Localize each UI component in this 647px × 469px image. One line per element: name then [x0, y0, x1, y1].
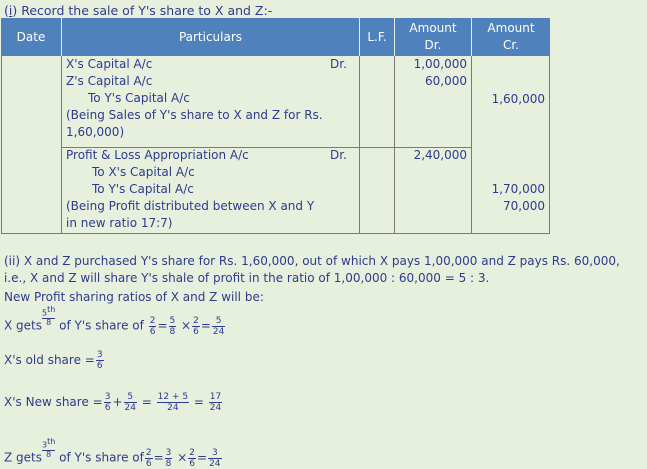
x-gets-frac-1: $\frac{2}{6}$ [149, 315, 156, 337]
journal-table [1, 18, 550, 234]
z-gets-sup-fraction: $\frac{3^{th}}{8}$ [42, 437, 56, 459]
entry1-dr-amount-2: 60,000 [425, 74, 467, 88]
x-new-label: X's New share = [4, 395, 103, 409]
entry2-line-3: To Y's Capital A/c [92, 182, 194, 196]
entry2-line-1: Profit & Loss Appropriation A/c [66, 148, 249, 162]
entry2-dr-mark: Dr. [330, 148, 347, 162]
entry1-cr-amount-1: 1,60,000 [491, 92, 545, 106]
z-gets-frac-2: $\frac{3}{8}$ [165, 447, 172, 469]
x-gets-line: X gets $\frac{5^{th}}{8}$ of Y's share of $\frac{2}{6}$ = $\frac{5}{8}$ × $\frac{2}{6}$ = $\frac{5}{24}$ [4, 305, 225, 337]
z-gets-line: Z gets $\frac{3^{th}}{8}$ of Y's share of $\frac{2}{6}$ = $\frac{3}{8}$ × $\frac{2}{6}$ = $\frac{3}{24}$ [4, 437, 221, 469]
entry2-cr-amount-2: 70,000 [503, 199, 545, 213]
entry1-narration-2: 1,60,000) [66, 125, 125, 139]
x-new-share-line: X's New share = $\frac{3}{6}$ + $\frac{5}{24}$ = $\frac{12 + 5}{24}$ = $\frac{17}{24}$ [4, 392, 222, 413]
entry1-line-1: X's Capital A/c [66, 57, 153, 71]
header-lf: L.F. [360, 18, 394, 56]
table-divider-particulars [359, 56, 360, 234]
x-gets-sup-fraction: $\frac{5^{th}}{8}$ [42, 305, 56, 327]
entry2-narration-2: in new ratio 17:7) [66, 216, 173, 230]
table-border-left [1, 56, 2, 234]
x-gets-frac-2: $\frac{5}{8}$ [169, 315, 176, 337]
entry1-line-2: Z's Capital A/c [66, 74, 153, 88]
x-gets-text: of Y's share of [59, 318, 144, 333]
entry2-cr-amount-1: 1,70,000 [491, 182, 545, 196]
entry1-narration-1: (Being Sales of Y's share to X and Z for Rs. [66, 108, 323, 122]
x-gets-frac-4: $\frac{5}{24}$ [212, 315, 225, 337]
entry2-dr-amount-1: 2,40,000 [413, 148, 467, 162]
table-border-right [549, 56, 550, 234]
z-gets-frac-4: $\frac{3}{24}$ [209, 447, 221, 469]
entry1-line-3: To Y's Capital A/c [88, 91, 190, 105]
x-gets-label: X gets [4, 318, 42, 333]
header-amount-dr: Amount Dr. [395, 18, 471, 56]
x-new-frac-1: $\frac{3}{6}$ [104, 392, 111, 413]
x-old-label: X's old share = [4, 353, 95, 367]
table-divider-date [61, 56, 62, 234]
z-gets-label: Z gets [4, 450, 42, 465]
x-new-frac-4: $\frac{17}{24}$ [209, 392, 222, 413]
z-gets-text: of Y's share of [59, 450, 144, 465]
header-amount-cr: Amount Cr. [472, 18, 550, 56]
explanation-paragraph: (ii) X and Z purchased Y's share for Rs. 1,60,000, out of which X pays 1,00,000 and Z pays Rs. 60,000, i.e., X and Z will share Y's shale of profit in the ratio of 1,00,000 : 60,000 = 5 : 3. [4, 254, 620, 285]
entry1-dr-mark: Dr. [330, 57, 347, 71]
x-old-share-line [4, 350, 105, 371]
x-old-frac: $\frac{3}{6}$ [96, 350, 103, 371]
question-intro: (i) Record the sale of Y's share to X and Z:- [4, 3, 273, 18]
entry2-line-2: To X's Capital A/c [92, 165, 195, 179]
z-gets-frac-1: $\frac{2}{6}$ [145, 447, 152, 469]
header-particulars: Particulars [62, 18, 359, 56]
entry1-dr-amount-1: 1,00,000 [413, 57, 467, 71]
header-date: Date [1, 18, 61, 56]
entry2-narration-1: (Being Profit distributed between X and Y [66, 199, 315, 213]
x-new-frac-2: $\frac{5}{24}$ [124, 392, 136, 413]
z-gets-frac-3: $\frac{2}{6}$ [189, 447, 196, 469]
table-border-bottom [1, 233, 550, 234]
ratio-heading: New Profit sharing ratios of X and Z will be: [4, 290, 264, 304]
x-gets-frac-3: $\frac{2}{6}$ [193, 315, 199, 337]
x-new-frac-3: $\frac{12 + 5}{24}$ [157, 392, 189, 413]
